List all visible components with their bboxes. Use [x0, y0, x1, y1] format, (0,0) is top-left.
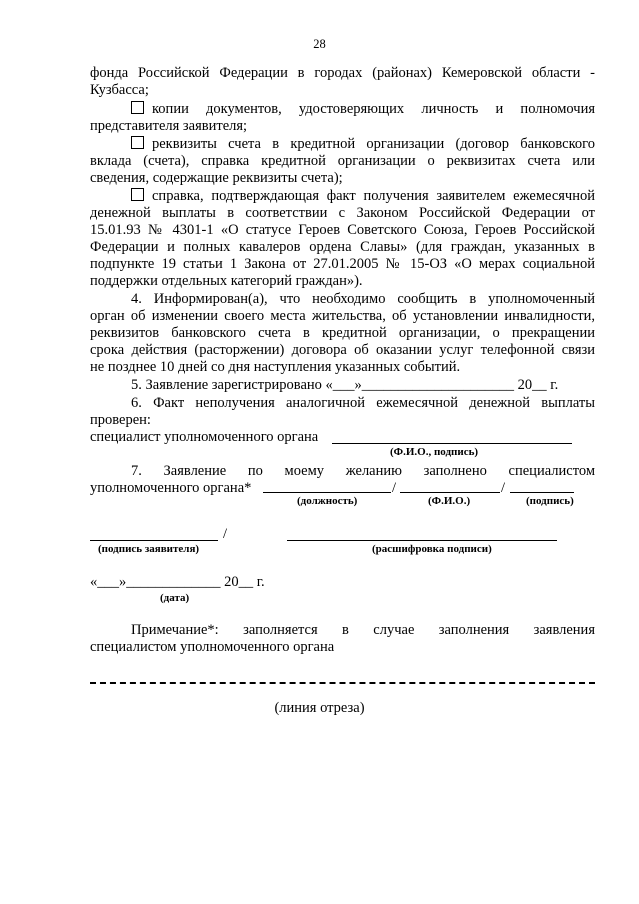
text-line: подпункте 19 статьи 1 Закона от 27.01.2005 № 15-ОЗ «О мерах социальной — [90, 256, 595, 272]
text-line: сведения, содержащие реквизиты счета); — [90, 170, 343, 186]
text-line: 15.01.93 № 4301-1 «О статусе Героев Советского Союза, Героев Российской — [90, 222, 595, 238]
checkbox-item-certificate[interactable] — [131, 188, 595, 205]
checkbox[interactable] — [131, 136, 144, 149]
signature-transcript-field[interactable] — [287, 540, 557, 541]
field-caption: (Ф.И.О.) — [428, 495, 471, 507]
text-line: 4. Информирован(а), что необходимо сообщить в уполномоченный — [131, 291, 595, 307]
text-line: Кузбасса; — [90, 82, 149, 98]
text-line: фонда Российской Федерации в городах (районах) Кемеровской области - — [90, 65, 595, 81]
specialist-label: специалист уполномоченного органа — [90, 429, 319, 445]
field-caption: (дата) — [160, 592, 190, 604]
field-caption: (Ф.И.О., подпись) — [390, 446, 479, 458]
text-line: проверен: — [90, 412, 151, 428]
text-line: 7. Заявление по моему желанию заполнено специалистом — [131, 463, 595, 479]
separator: / — [223, 526, 228, 542]
field-caption: (расшифровка подписи) — [372, 543, 492, 555]
text-line: поддержки отдельных категорий граждан»). — [90, 273, 363, 289]
cut-line-caption: (линия отреза) — [274, 700, 365, 716]
date-field[interactable]: «___»_____________ 20__ г. — [90, 574, 265, 590]
signature-field[interactable] — [510, 492, 574, 493]
text-line: 6. Факт неполучения аналогичной ежемесячной денежной выплаты — [131, 395, 595, 411]
checkbox-item-id-copies[interactable] — [131, 101, 595, 118]
checkbox[interactable] — [131, 188, 144, 201]
text-line: представителя заявителя; — [90, 118, 248, 134]
page-number: 28 — [313, 37, 326, 51]
field-caption: (должность) — [297, 495, 358, 507]
registration-line: 5. Заявление зарегистрировано «___»_____________________ 20__ г. — [131, 377, 559, 393]
cut-line — [90, 682, 595, 684]
text-line: орган об изменении своего места жительства, об установлении инвалидности, — [90, 308, 595, 324]
text-line: уполномоченного органа* — [90, 480, 252, 496]
checkbox-label: копии документов, удостоверяющих личность и полномочия — [152, 101, 595, 117]
position-field[interactable] — [263, 492, 391, 493]
fio-signature-field[interactable] — [332, 443, 572, 444]
checkbox[interactable] — [131, 101, 144, 114]
text-line: реквизитов банковского счета в кредитной организации, о прекращении — [90, 325, 595, 341]
checkbox-item-bank-details[interactable] — [131, 136, 595, 153]
separator: / — [501, 480, 506, 496]
text-line: срока действия (расторжении) договора об оказании услуг телефонной связи — [90, 342, 595, 358]
field-caption: (подпись) — [526, 495, 574, 507]
checkbox-label: справка, подтверждающая факт получения заявителем ежемесячной — [152, 188, 595, 204]
fio-field[interactable] — [400, 492, 500, 493]
text-line: денежной выплаты в соответствии с Законом Российской Федерации от — [90, 205, 595, 221]
field-caption: (подпись заявителя) — [98, 543, 200, 555]
text-line: вклада (счета), справка кредитной организации о реквизитах счета или — [90, 153, 595, 169]
applicant-signature-field[interactable] — [90, 540, 218, 541]
text-line: Федерации и полных кавалеров ордена Славы» (для граждан, указанных в — [90, 239, 595, 255]
note-line: специалистом уполномоченного органа — [90, 639, 335, 655]
note-line: Примечание*: заполняется в случае заполнения заявления — [131, 622, 595, 638]
text-line: не позднее 10 дней со дня наступления указанных событий. — [90, 359, 461, 375]
separator: / — [392, 480, 397, 496]
checkbox-label: реквизиты счета в кредитной организации (договор банковского — [152, 136, 595, 152]
